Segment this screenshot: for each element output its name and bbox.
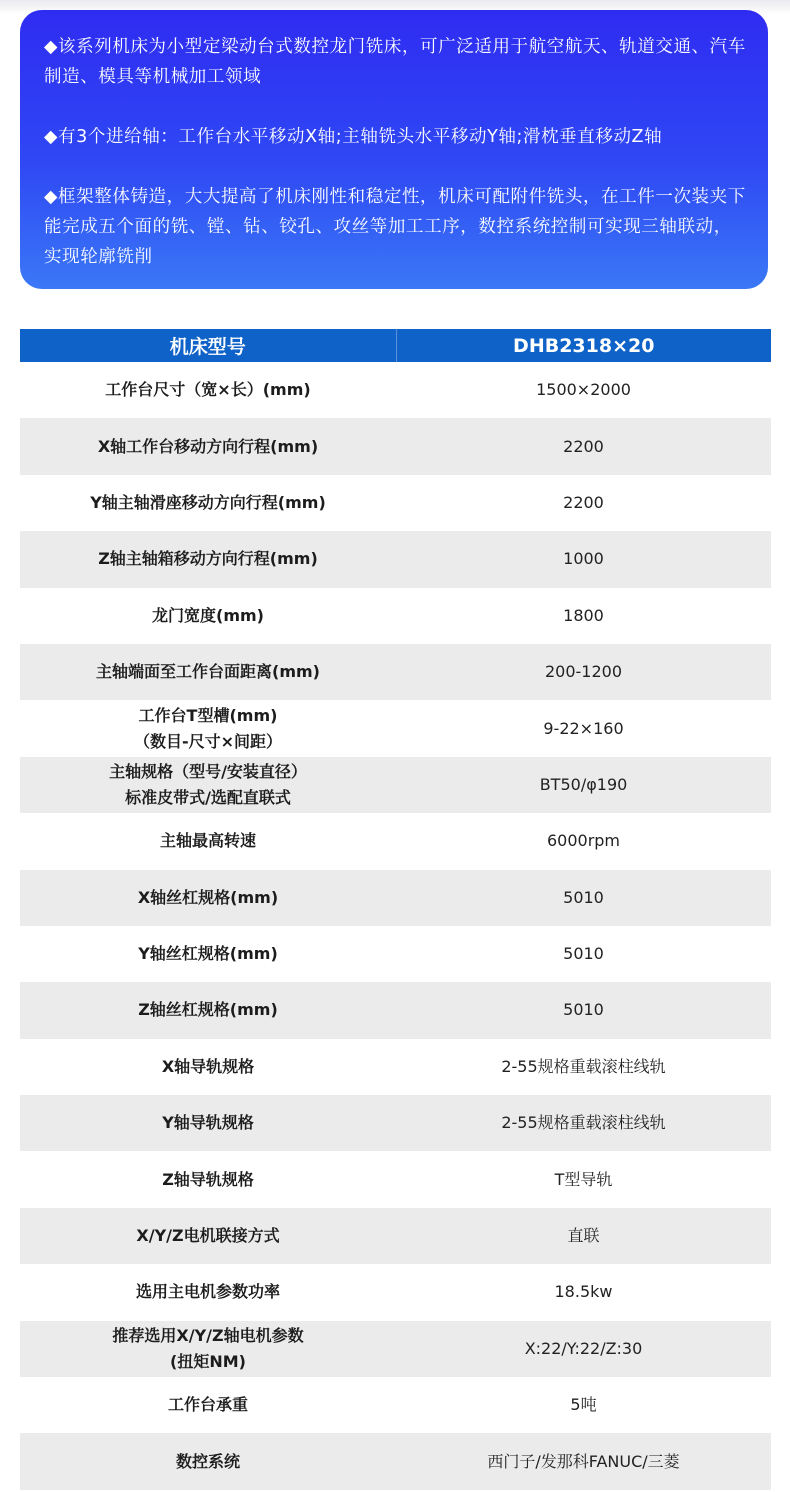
spec-value-cell: 5吨 xyxy=(570,1395,597,1415)
header-model-cell: DHB2318×20 xyxy=(396,329,771,362)
spec-label-line: 工作台T型槽(mm) xyxy=(138,705,278,725)
spec-table-body xyxy=(20,362,771,1490)
spec-label-line: Y轴导轨规格 xyxy=(162,1113,254,1133)
spec-value-cell: 2200 xyxy=(563,492,604,512)
spec-label-cell xyxy=(20,982,396,1038)
spec-table-header xyxy=(20,329,771,362)
spec-label-cell xyxy=(20,1151,396,1207)
table-row xyxy=(20,1095,771,1151)
spec-label-cell xyxy=(20,1377,396,1433)
table-row xyxy=(20,362,771,418)
spec-label-cell xyxy=(20,870,396,926)
spec-label-line: 龙门宽度(mm) xyxy=(152,605,264,625)
spec-label-cell xyxy=(20,1039,396,1095)
table-row xyxy=(20,588,771,644)
intro-paragraph-1: ◆该系列机床为小型定梁动台式数控龙门铣床，可广泛适用于航空航天、轨道交通、汽车制造、模具等机械加工领域 xyxy=(44,37,746,87)
header-label-cell: 机床型号 xyxy=(20,329,396,362)
table-row xyxy=(20,1377,771,1433)
spec-label-cell xyxy=(20,588,396,644)
table-row xyxy=(20,700,771,756)
spec-value-cell: 西门子/发那科FANUC/三菱 xyxy=(396,1433,771,1489)
table-row xyxy=(20,531,771,587)
spec-value-cell: 18.5kw xyxy=(554,1282,613,1302)
spec-value-cell: 1000 xyxy=(396,531,771,587)
spec-label-line: Y轴主轴滑座移动方向行程(mm) xyxy=(90,492,326,512)
table-row xyxy=(20,1039,771,1095)
spec-label-line: 工作台尺寸（宽×长）(mm) xyxy=(105,380,311,400)
spec-value-cell: 2-55规格重载滚柱线轨 xyxy=(396,1095,771,1151)
spec-label-line: Y轴丝杠规格(mm) xyxy=(138,944,278,964)
table-row xyxy=(20,1208,771,1264)
spec-label-cell xyxy=(20,926,396,982)
spec-label-cell xyxy=(20,1321,396,1377)
intro-paragraph-3: ◆框架整体铸造，大大提高了机床刚性和稳定性，机床可配附件铣头，在工件一次装夹下能完成五个面的铣、镗、钻、铰孔、攻丝等加工工序，数控系统控制可实现三轴联动，实现轮廓铣削 xyxy=(44,187,746,267)
intro-paragraph-2: ◆有3个进给轴：工作台水平移动X轴;主轴铣头水平移动Y轴;滑枕垂直移动Z轴 xyxy=(44,127,663,147)
spec-label-cell xyxy=(20,531,396,587)
spec-label-cell xyxy=(20,475,396,531)
spec-label-cell xyxy=(20,1433,396,1489)
spec-table xyxy=(20,329,771,1490)
spec-label-cell xyxy=(20,1208,396,1264)
spec-label-cell xyxy=(20,362,396,418)
spec-label-cell xyxy=(20,644,396,700)
spec-value-cell: X:22/Y:22/Z:30 xyxy=(396,1321,771,1377)
spec-label-line: 推荐选用X/Y/Z轴电机参数 xyxy=(112,1325,304,1345)
spec-value-cell: 直联 xyxy=(396,1208,771,1264)
spec-value-cell: 6000rpm xyxy=(546,831,621,851)
table-row xyxy=(20,418,771,474)
spec-value-cell: 1800 xyxy=(563,605,604,625)
spec-label-line: X轴导轨规格 xyxy=(161,1056,255,1076)
spec-label-line: X轴丝杠规格(mm) xyxy=(137,887,279,907)
table-row xyxy=(20,926,771,982)
spec-value-cell: 2-55规格重载滚柱线轨 xyxy=(501,1056,666,1076)
spec-value-cell: 200-1200 xyxy=(396,644,771,700)
table-row xyxy=(20,757,771,813)
spec-label-cell xyxy=(20,1095,396,1151)
spec-value-cell: 2200 xyxy=(396,418,771,474)
spec-label-line: 标准皮带式/选配直联式 xyxy=(125,787,291,807)
table-row xyxy=(20,1151,771,1207)
spec-label-line: 主轴规格（型号/安装直径） xyxy=(109,761,307,781)
spec-label-cell xyxy=(20,757,396,813)
table-row xyxy=(20,1321,771,1377)
spec-label-cell xyxy=(20,418,396,474)
table-row xyxy=(20,982,771,1038)
table-row xyxy=(20,475,771,531)
spec-value-cell: BT50/φ190 xyxy=(396,757,771,813)
spec-value-cell: 5010 xyxy=(563,944,604,964)
spec-value-cell: 1500×2000 xyxy=(536,380,631,400)
table-row xyxy=(20,870,771,926)
spec-label-line: （数目-尺寸×间距） xyxy=(133,731,283,751)
intro-card xyxy=(20,10,768,289)
spec-label-line: 选用主电机参数功率 xyxy=(135,1282,280,1302)
spec-label-line: Z轴主轴箱移动方向行程(mm) xyxy=(98,549,318,569)
spec-label-line: 数控系统 xyxy=(175,1451,240,1471)
spec-label-line: X/Y/Z电机联接方式 xyxy=(136,1226,280,1246)
table-row xyxy=(20,813,771,869)
spec-label-line: 工作台承重 xyxy=(167,1395,248,1415)
spec-label-line: Z轴导轨规格 xyxy=(162,1169,254,1189)
spec-value-cell: 5010 xyxy=(396,870,771,926)
spec-label-line: 主轴最高转速 xyxy=(159,831,256,851)
table-row xyxy=(20,1264,771,1320)
spec-label-cell xyxy=(20,1264,396,1320)
table-row xyxy=(20,1433,771,1489)
spec-value-cell: T型导轨 xyxy=(554,1169,613,1189)
spec-label-cell xyxy=(20,813,396,869)
spec-label-line: X轴工作台移动方向行程(mm) xyxy=(97,436,319,456)
spec-value-cell: 9-22×160 xyxy=(543,718,624,738)
spec-label-line: Z轴丝杠规格(mm) xyxy=(138,1000,278,1020)
spec-value-cell: 5010 xyxy=(396,982,771,1038)
table-row xyxy=(20,644,771,700)
spec-label-line: (扭矩NM) xyxy=(170,1351,246,1371)
spec-label-cell xyxy=(20,700,396,756)
spec-label-line: 主轴端面至工作台面距离(mm) xyxy=(96,662,320,682)
